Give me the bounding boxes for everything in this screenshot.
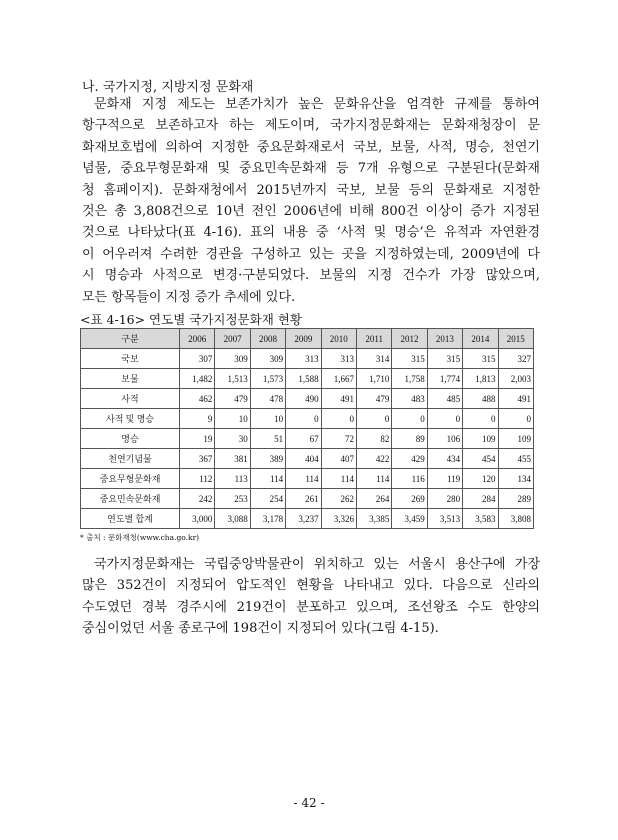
table-cell: 491: [498, 389, 533, 409]
table-cell: 309: [215, 349, 250, 369]
table-cell: 253: [215, 489, 250, 509]
table-cell: 106: [427, 429, 462, 449]
table-cell: 479: [215, 389, 250, 409]
header-year: 2012: [392, 329, 427, 349]
paragraph-line: 시 명승과 사적으로 변경·구분되었다. 보물의 지정 건수가 가장 많았으며,: [82, 268, 540, 284]
table-cell: 488: [463, 389, 498, 409]
table-cell: 490: [286, 389, 321, 409]
table-cell: 1,513: [215, 369, 250, 389]
paragraph-line: 문화재 지정 제도는 보존가치가 높은 문화유산을 엄격한 규제를 통하여: [94, 97, 540, 112]
table-cell: 114: [356, 469, 391, 489]
table-cell: 30: [215, 429, 250, 449]
table-cell: 264: [356, 489, 391, 509]
header-year: 2014: [463, 329, 498, 349]
heritage-by-year-table: [80, 328, 534, 529]
paragraph-line: 이 어우러져 수려한 경관을 구성하고 있는 곳을 지정하였는데, 2009년에 다: [82, 246, 540, 262]
table-cell: 1,813: [463, 369, 498, 389]
table-cell: 3,326: [321, 509, 356, 529]
table-cell: 109: [463, 429, 498, 449]
table-cell: 2,003: [498, 369, 533, 389]
table-source-note: * 출처 : 문화재청(www.cha.go.kr): [80, 533, 200, 542]
table-cell: 483: [392, 389, 427, 409]
table-cell: 1,758: [392, 369, 427, 389]
table-cell: 1,573: [250, 369, 285, 389]
table-cell: 89: [392, 429, 427, 449]
table-cell: 3,178: [250, 509, 285, 529]
table-cell: 315: [463, 349, 498, 369]
paragraph-line: 항구적으로 보존하고자 하는 제도이며, 국가지정문화재는 문화재청장이 문: [82, 118, 540, 134]
table-cell: 1,588: [286, 369, 321, 389]
row-label: 천연기념물: [81, 449, 180, 469]
row-label: 사적 및 명승: [81, 409, 180, 429]
table-cell: 3,237: [286, 509, 321, 529]
table-row: [81, 429, 534, 449]
section-heading: 나. 국가지정, 지방지정 문화재: [82, 80, 254, 95]
table-row: [81, 369, 534, 389]
row-label: 중요민속문화재: [81, 489, 180, 509]
row-label: 중요무형문화재: [81, 469, 180, 489]
header-year: 2015: [498, 329, 533, 349]
paragraph-line: 많은 352건이 지정되어 압도적인 현황을 나타내고 있다. 다음으로 신라의: [82, 578, 540, 594]
table-cell: 3,808: [498, 509, 533, 529]
paragraph-line: 중심이었던 서울 종로구에 198건이 지정되어 있다(그림 4-15).: [82, 621, 439, 637]
header-year: 2013: [427, 329, 462, 349]
table-cell: 1,667: [321, 369, 356, 389]
paragraph-line: 화재보호법에 의하여 지정한 중요문화재로서 국보, 보물, 사적, 명승, 천연기: [82, 139, 540, 155]
table-row: [81, 469, 534, 489]
table-caption: <표 4-16> 연도별 국가지정문화재 현황: [80, 312, 302, 327]
table-cell: 462: [180, 389, 215, 409]
table-cell: 0: [427, 409, 462, 429]
row-label: 연도별 합계: [81, 509, 180, 529]
table-cell: 434: [427, 449, 462, 469]
table-cell: 0: [356, 409, 391, 429]
header-year: 2010: [321, 329, 356, 349]
table-cell: 72: [321, 429, 356, 449]
table-cell: 134: [498, 469, 533, 489]
table-cell: 1,710: [356, 369, 391, 389]
table-cell: 116: [392, 469, 427, 489]
paragraph-designation-system: [82, 94, 540, 308]
table-cell: 1,482: [180, 369, 215, 389]
table-cell: 315: [427, 349, 462, 369]
table-cell: 485: [427, 389, 462, 409]
table-cell: 67: [286, 429, 321, 449]
table-cell: 491: [321, 389, 356, 409]
table-cell: 269: [392, 489, 427, 509]
table-cell: 109: [498, 429, 533, 449]
table-cell: 389: [250, 449, 285, 469]
header-year: 2007: [215, 329, 250, 349]
paragraph-line: 것은 총 3,808건으로 10년 전인 2006년에 비해 800건 이상이 증가 지정된: [82, 203, 540, 219]
page-number: - 42 -: [293, 796, 325, 810]
header-year: 2009: [286, 329, 321, 349]
table-cell: 262: [321, 489, 356, 509]
table-cell: 381: [215, 449, 250, 469]
header-year: 2008: [250, 329, 285, 349]
table-row: [81, 449, 534, 469]
paragraph-line: 념물, 중요무형문화재 및 중요민속문화재 등 7개 유형으로 구분된다(문화재: [82, 161, 540, 177]
table-cell: 327: [498, 349, 533, 369]
table-cell: 429: [392, 449, 427, 469]
table-cell: 114: [321, 469, 356, 489]
table-row: [81, 509, 534, 529]
header-category: 구분: [81, 329, 180, 349]
table-cell: 0: [286, 409, 321, 429]
paragraph-line: 것으로 나타났다(표 4-16). 표의 내용 중 ‘사적 및 명승’은 유적과 자연환경: [82, 225, 540, 241]
table-cell: 0: [321, 409, 356, 429]
table-cell: 261: [286, 489, 321, 509]
table-cell: 307: [180, 349, 215, 369]
table-cell: 242: [180, 489, 215, 509]
table-cell: 289: [498, 489, 533, 509]
table-cell: 120: [463, 469, 498, 489]
paragraph-line: 수도였던 경북 경주시에 219건이 분포하고 있으며, 조선왕조 수도 한양의: [82, 599, 540, 615]
table-row: [81, 349, 534, 369]
table-cell: 280: [427, 489, 462, 509]
header-year: 2011: [356, 329, 391, 349]
table-cell: 19: [180, 429, 215, 449]
paragraph-line: 모든 항목들이 지정 증가 추세에 있다.: [82, 289, 296, 305]
table-cell: 284: [463, 489, 498, 509]
table-cell: 455: [498, 449, 533, 469]
table-cell: 315: [392, 349, 427, 369]
table-cell: 1,774: [427, 369, 462, 389]
table-cell: 10: [215, 409, 250, 429]
table-cell: 0: [463, 409, 498, 429]
table-cell: 309: [250, 349, 285, 369]
row-label: 사적: [81, 389, 180, 409]
table-cell: 454: [463, 449, 498, 469]
table-cell: 114: [250, 469, 285, 489]
paragraph-line: 청 홈페이지). 문화재청에서 2015년까지 국보, 보물 등의 문화재로 지정한: [82, 182, 540, 198]
table-cell: 112: [180, 469, 215, 489]
table-row: [81, 389, 534, 409]
table-cell: 51: [250, 429, 285, 449]
table-cell: 113: [215, 469, 250, 489]
table-cell: 3,088: [215, 509, 250, 529]
table-cell: 9: [180, 409, 215, 429]
table-cell: 3,385: [356, 509, 391, 529]
row-label: 명승: [81, 429, 180, 449]
row-label: 보물: [81, 369, 180, 389]
table-cell: 0: [392, 409, 427, 429]
table-cell: 479: [356, 389, 391, 409]
table-cell: 114: [286, 469, 321, 489]
table-cell: 119: [427, 469, 462, 489]
paragraph-line: 국가지정문화재는 국립중앙박물관이 위치하고 있는 서울시 용산구에 가장: [94, 557, 540, 572]
table-cell: 422: [356, 449, 391, 469]
table-cell: 3,513: [427, 509, 462, 529]
table-header-row: [81, 329, 534, 349]
table-row: [81, 489, 534, 509]
table-cell: 0: [498, 409, 533, 429]
table-row: [81, 409, 534, 429]
table-cell: 3,000: [180, 509, 215, 529]
table-cell: 3,459: [392, 509, 427, 529]
table-cell: 313: [286, 349, 321, 369]
paragraph-regional-distribution: [82, 554, 540, 640]
table-cell: 3,583: [463, 509, 498, 529]
table-cell: 10: [250, 409, 285, 429]
table-cell: 367: [180, 449, 215, 469]
table-cell: 82: [356, 429, 391, 449]
table-cell: 313: [321, 349, 356, 369]
header-year: 2006: [180, 329, 215, 349]
table-cell: 478: [250, 389, 285, 409]
table-cell: 254: [250, 489, 285, 509]
table-cell: 407: [321, 449, 356, 469]
table-cell: 404: [286, 449, 321, 469]
row-label: 국보: [81, 349, 180, 369]
table-cell: 314: [356, 349, 391, 369]
